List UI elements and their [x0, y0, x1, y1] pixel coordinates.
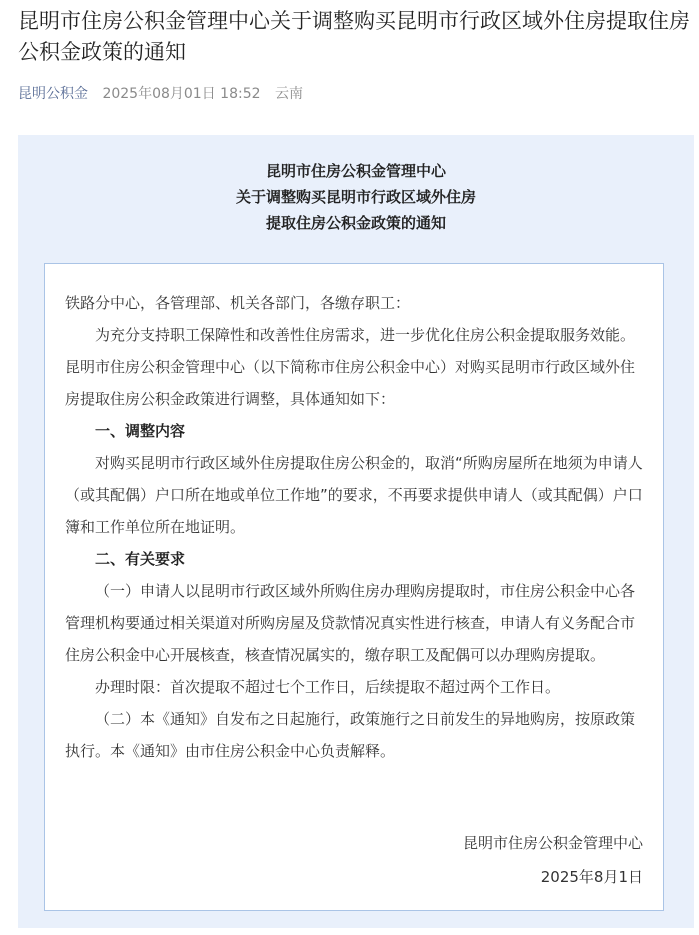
notice-heading-line: 提取住房公积金政策的通知	[265, 214, 446, 232]
notice-body-box	[44, 263, 664, 911]
publish-location: 云南	[274, 86, 303, 102]
section-2-item-1: （一）申请人以昆明市行政区域外所购住房办理购房提取时，市住房公积金中心各管理机构要通过相关渠道对所购房屋及贷款情况真实性进行核查，申请人有义务配合市住房公积金中心开展核查，核查情况属实的，缴存职工及配偶可以办理购房提取。	[65, 582, 636, 664]
section-1-title: 一、调整内容	[95, 422, 186, 440]
notice-heading-line: 昆明市住房公积金管理中心	[265, 162, 446, 180]
section-1-paragraph: 对购买昆明市行政区域外住房提取住房公积金的，取消“所购房屋所在地须为申请人（或其配偶）户口所在地或单位工作地”的要求，不再要求提供申请人（或其配偶）户口簿和工作单位所在地证明。	[65, 454, 643, 536]
salutation: 铁路分中心，各管理部、机关各部门，各缴存职工：	[65, 294, 411, 312]
article-meta	[18, 83, 303, 103]
notice-heading-line: 关于调整购买昆明市行政区域外住房	[235, 188, 476, 206]
intro-paragraph: 为充分支持职工保障性和改善性住房需求，进一步优化住房公积金提取服务效能。昆明市住房公积金管理中心（以下简称市住房公积金中心）对购买昆明市行政区域外住房提取住房公积金政策进行调整，具体通知如下：	[65, 326, 636, 408]
bottom-divider	[0, 928, 699, 935]
section-2-title: 二、有关要求	[95, 550, 186, 568]
source-account-link[interactable]: 昆明公积金	[18, 86, 88, 102]
signature-organization: 昆明市住房公积金管理中心	[462, 834, 643, 852]
notice-heading	[18, 158, 694, 236]
signature-date: 2025年8月1日	[540, 868, 643, 886]
notice-body	[65, 287, 645, 767]
article-title: 昆明市住房公积金管理中心关于调整购买昆明市行政区域外住房提取住房公积金政策的通知	[18, 9, 690, 64]
section-2-item-2: （二）本《通知》自发布之日起施行，政策施行之日前发生的异地购房，按原政策执行。本《通知》由市住房公积金中心负责解释。	[65, 710, 636, 760]
section-2-time-limit: 办理时限：首次提取不超过七个工作日，后续提取不超过两个工作日。	[95, 678, 561, 696]
notice-image-panel	[18, 135, 694, 930]
publish-date: 2025年08月01日 18:52	[102, 86, 261, 102]
